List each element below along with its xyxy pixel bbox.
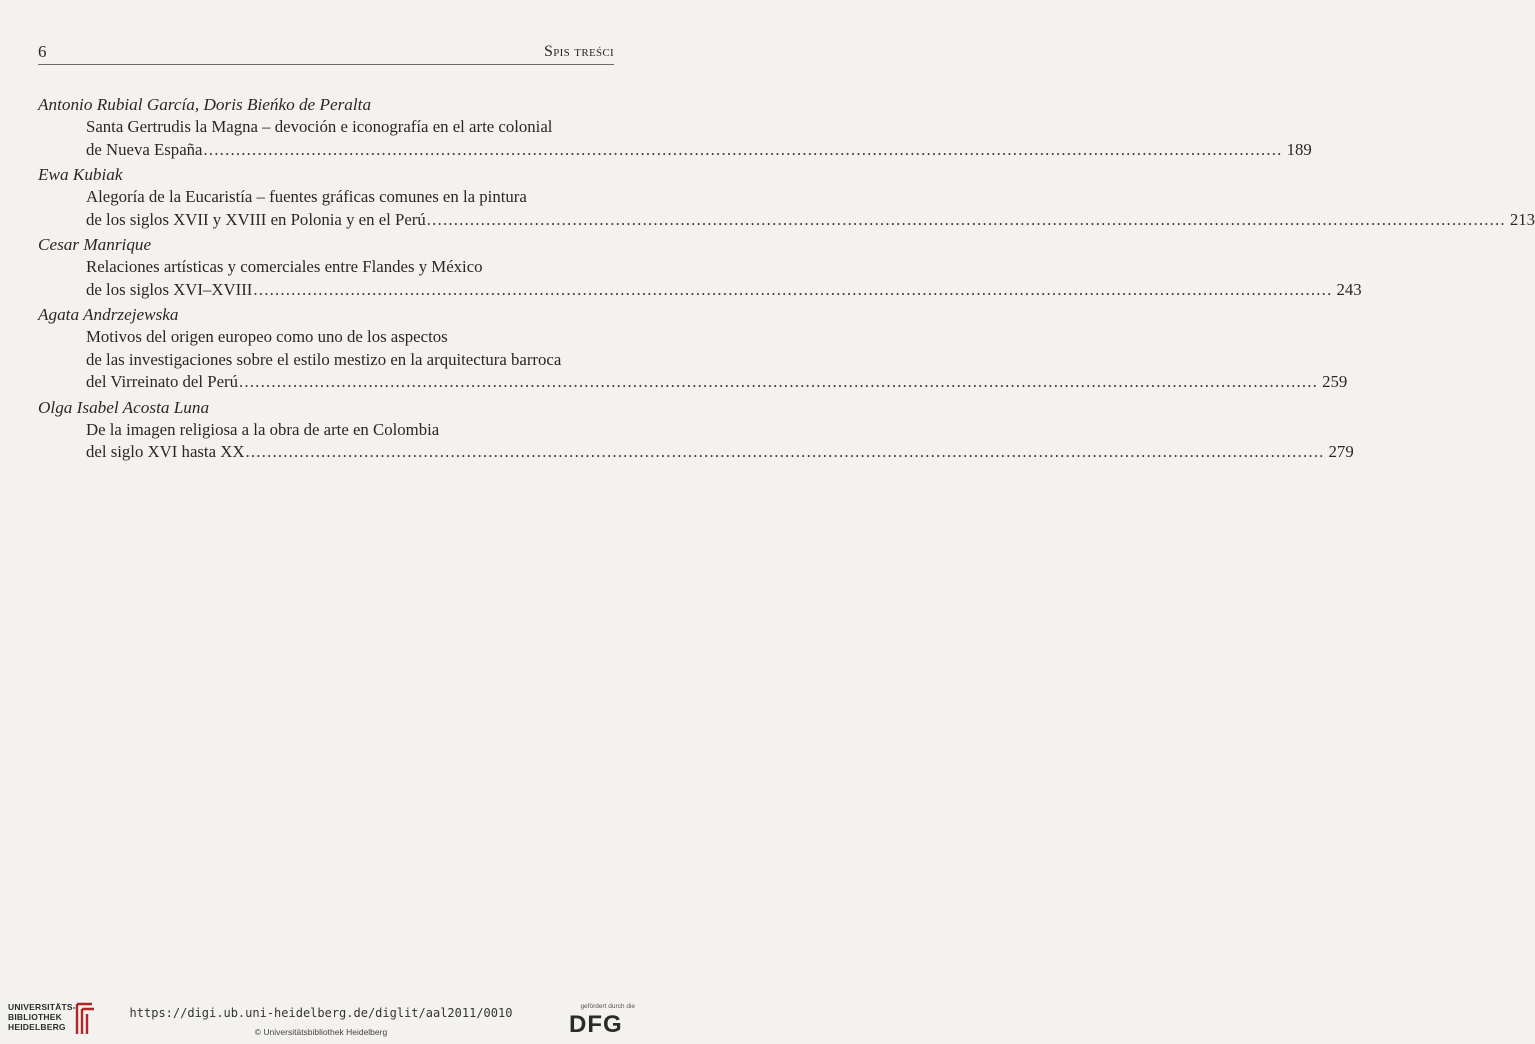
entry-page-number: 213 [1509,209,1535,229]
entry-title-last-line [38,371,1348,394]
copyright-notice: © Universitätsbibliothek Heidelberg [254,1027,388,1037]
entry-page-number: 259 [1322,372,1348,391]
entry-title-line: de las investigaciones sobre el estilo mestizo en la arquitectura barroca [86,349,562,369]
dot-leader: ........................................................................................................................................................................................................ [253,279,1333,299]
entry-title-text: del siglo XVI hasta XX [86,442,245,461]
entry-title-text: de los siglos XVI–XVIII [86,279,253,299]
entry-title-last-line [38,209,1535,232]
dot-leader: ........................................................................................................................................................................................................ [239,372,1319,391]
page-number: 6 [38,42,47,61]
entry-title-text: de los siglos XVII y XVIII en Polonia y en el Perú [86,209,426,229]
running-header [38,42,614,65]
entry-author: Olga Isabel Acosta Luna [38,397,210,417]
entry-author: Cesar Manrique [38,235,152,254]
running-title: Spis treści [544,43,614,60]
entry-author: Agata Andrzejewska [38,305,179,324]
entry-title-line: Relaciones artísticas y comerciales entre Flandes y México [86,257,483,276]
entry-page-number: 189 [1286,139,1312,159]
toc-entry[interactable] [38,233,1362,301]
toc-entry[interactable] [38,93,1312,161]
dot-leader: ........................................................................................................................................................................................................ [203,139,1283,159]
dot-leader: ........................................................................................................................................................................................................ [426,209,1506,229]
entry-page-number: 279 [1328,442,1354,461]
entry-title-line: Santa Gertrudis la Magna – devoción e iconografía en el arte colonial [86,117,553,136]
toc-entry[interactable] [38,396,1354,464]
table-of-contents [38,93,1535,466]
entry-title-line: Motivos del origen europeo como uno de los aspectos [86,327,448,346]
toc-entry[interactable] [38,163,1535,231]
dot-leader: ........................................................................................................................................................................................................ [245,442,1325,461]
dfg-wordmark: DFG [569,1011,623,1038]
funder-note: gefördert durch die [580,1003,635,1010]
toc-entry[interactable] [38,303,1348,394]
entry-author: Ewa Kubiak [38,165,123,184]
library-name: UNIVERSITÄTS- BIBLIOTHEK HEIDELBERG [8,1002,76,1032]
entry-title-text: de Nueva España [86,139,203,159]
entry-title-last-line [38,139,1312,162]
page-url-link[interactable]: https://digi.ub.uni-heidelberg.de/diglit/aal2011/0010 [129,1006,513,1020]
entry-title-line: De la imagen religiosa a la obra de arte en Colombia [86,419,440,439]
entry-title-text: del Virreinato del Perú [86,372,238,391]
entry-author: Antonio Rubial García, Doris Bieńko de Peralta [38,95,372,114]
entry-title-line: Alegoría de la Eucaristía – fuentes gráficas comunes en la pintura [86,187,527,206]
entry-title-last-line [38,279,1362,302]
entry-title-last-line [38,441,1354,464]
entry-page-number: 243 [1336,279,1362,299]
dfg-logo[interactable] [565,1003,635,1039]
